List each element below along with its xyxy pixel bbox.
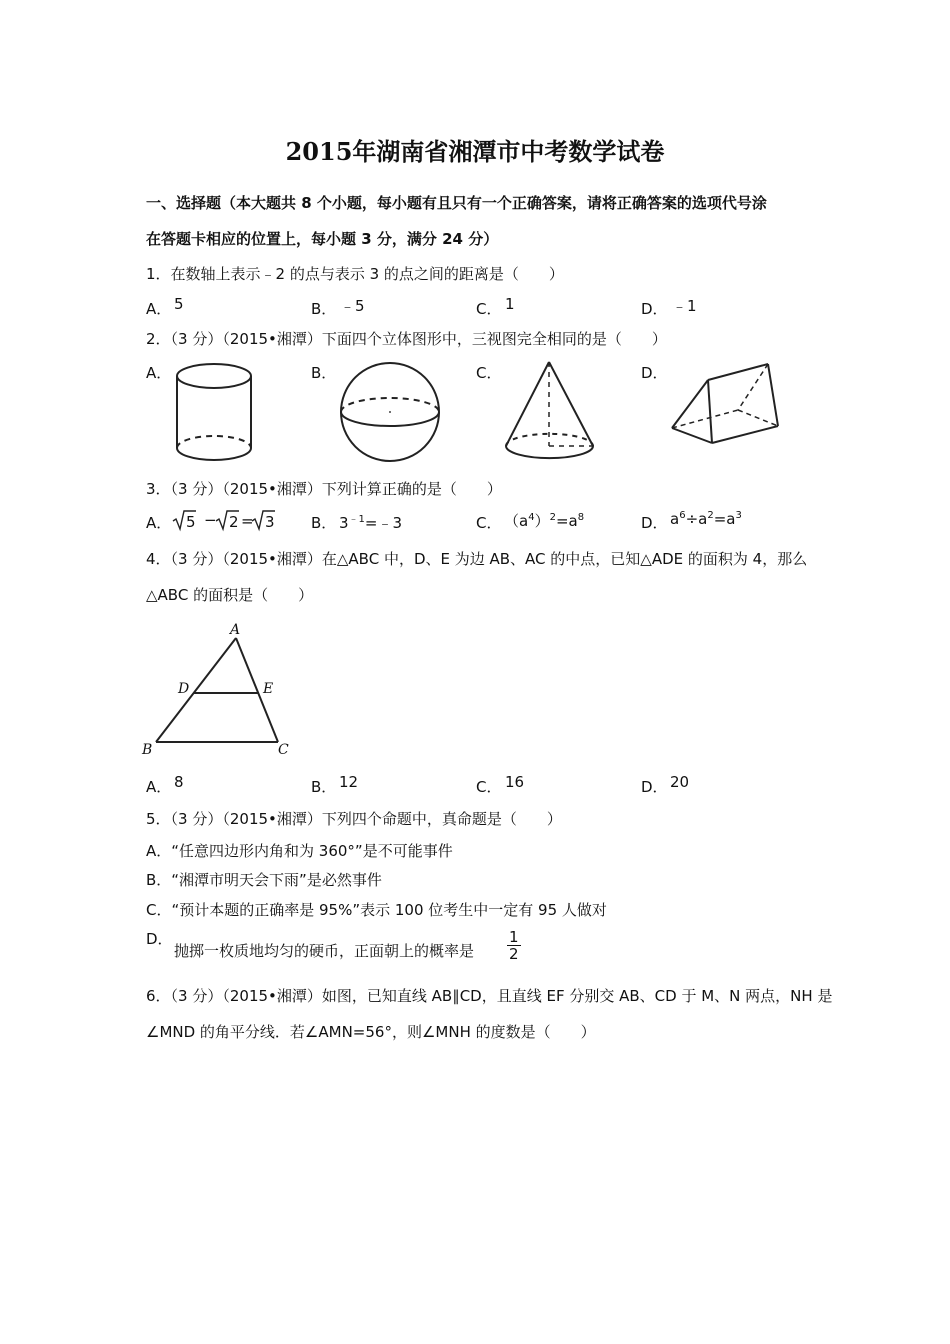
q1-stem: 1．在数轴上表示﹣2 的点与表示 3 的点之间的距离是（ ） xyxy=(146,265,564,283)
q3-c-rest: =a xyxy=(555,512,578,530)
q3-stem: 3．（3 分）（2015•湘潭）下列计算正确的是（ ） xyxy=(146,480,502,498)
q4-option-b: 12 xyxy=(339,773,359,791)
q6-stem-line2: ∠MND 的角平分线．若∠AMN=56°，则∠MNH 的度数是（ ） xyxy=(146,1023,596,1041)
vertex-c-label: C xyxy=(278,742,289,758)
q6-stem-line1: 6．（3 分）（2015•湘潭）如图，已知直线 AB∥CD，且直线 EF 分别交 AB、CD 于 M、N 两点，NH 是 xyxy=(146,987,833,1005)
q2-label-c: C． xyxy=(476,364,502,382)
q5-option-b: B．“湘潭市明天会下雨”是必然事件 xyxy=(146,871,382,889)
q4-option-d: 20 xyxy=(670,773,690,791)
q3-d-exp3: 3 xyxy=(735,510,742,521)
one-half-fraction xyxy=(507,929,521,962)
q1-label-a: A． xyxy=(146,300,172,318)
point-e-label: E xyxy=(263,681,274,697)
q5-stem: 5．（3 分）（2015•湘潭）下列四个命题中，真命题是（ ） xyxy=(146,810,562,828)
q3-c-exp3: 8 xyxy=(577,512,585,523)
q3-c-exp2: 2 xyxy=(549,512,556,523)
q3-d-op: ÷a xyxy=(685,510,708,528)
q1-option-c: 1 xyxy=(505,295,515,313)
vertex-a-label: A xyxy=(230,622,241,638)
q2-label-d: D． xyxy=(641,364,668,382)
q4-label-b: B． xyxy=(311,778,337,796)
section-heading-line1: 一、选择题（本大题共 8 个小题，每小题有且只有一个正确答案，请将正确答案的选项代号涂 xyxy=(146,194,767,212)
vertex-b-label: B xyxy=(142,742,153,758)
q3-d-exp1: 6 xyxy=(679,510,686,521)
q4-stem-line2: △ABC 的面积是（ ） xyxy=(146,586,314,604)
q3-label-b: B． xyxy=(311,514,337,532)
q3-a-radicand-3: 3 xyxy=(265,513,275,531)
q3-d-eq: =a xyxy=(713,510,736,528)
q5-option-c: C．“预计本题的正确率是 95%”表示 100 位考生中一定有 95 人做对 xyxy=(146,901,607,919)
q1-label-b: B． xyxy=(311,300,337,318)
q3-a-equals: = xyxy=(241,512,254,530)
q3-a-radicand-2: 2 xyxy=(229,513,239,531)
q4-stem-line1: 4．（3 分）（2015•湘潭）在△ABC 中，D、E 为边 AB、AC 的中点，已知△ADE 的面积为 4，那么 xyxy=(146,550,808,568)
q3-a-minus: − xyxy=(204,511,217,529)
q4-option-c: 16 xyxy=(505,773,525,791)
q3-c-mid: ） xyxy=(534,512,550,530)
q3-option-c xyxy=(504,510,584,531)
q4-label-c: C． xyxy=(476,778,502,796)
q3-b-rest: =﹣3 xyxy=(364,514,403,532)
sphere-figure xyxy=(338,360,443,465)
page-title: 2015年湖南省湘潭市中考数学试卷 xyxy=(285,137,665,166)
q3-c-exp1: 4 xyxy=(528,512,535,523)
q3-label-a: A． xyxy=(146,514,172,532)
q1-option-b: ﹣5 xyxy=(340,297,365,315)
q2-label-a: A． xyxy=(146,364,172,382)
q4-label-d: D． xyxy=(641,778,668,796)
triangle-abc-figure xyxy=(140,620,300,760)
q5-label-d: D． xyxy=(146,930,173,948)
q3-c-pre: （a xyxy=(504,512,529,530)
q4-option-a: 8 xyxy=(174,773,184,791)
q1-option-a: 5 xyxy=(174,295,184,313)
q4-label-a: A． xyxy=(146,778,172,796)
q5-option-d: 抛掷一枚质地均匀的硬币，正面朝上的概率是 xyxy=(174,942,475,960)
q3-option-d xyxy=(670,510,742,528)
q2-stem: 2．（3 分）（2015•湘潭）下面四个立体图形中，三视图完全相同的是（ ） xyxy=(146,330,667,348)
triangular-prism-figure xyxy=(668,358,788,448)
q3-option-b xyxy=(339,510,402,533)
q2-label-b: B． xyxy=(311,364,337,382)
q3-d-exp2: 2 xyxy=(707,510,714,521)
fraction-numerator: 1 xyxy=(509,928,519,946)
q3-a-radicand-1: 5 xyxy=(186,513,196,531)
q3-label-c: C． xyxy=(476,514,502,532)
q1-label-d: D． xyxy=(641,300,668,318)
q1-option-d: ﹣1 xyxy=(672,297,697,315)
point-d-label: D xyxy=(178,681,190,697)
q5-option-a: A．“任意四边形内角和为 360°”是不可能事件 xyxy=(146,842,453,860)
cone-figure xyxy=(500,358,600,468)
q1-label-c: C． xyxy=(476,300,502,318)
q3-d-base: a xyxy=(670,510,680,528)
q3-option-a-formula xyxy=(172,508,284,532)
section-heading-line2: 在答题卡相应的位置上，每小题 3 分，满分 24 分） xyxy=(146,230,499,248)
q3-b-base: 3 xyxy=(339,514,349,532)
fraction-denominator: 2 xyxy=(509,945,519,963)
q3-label-d: D． xyxy=(641,514,668,532)
q3-b-exp: ﹣1 xyxy=(348,514,365,525)
cylinder-figure xyxy=(170,360,260,470)
